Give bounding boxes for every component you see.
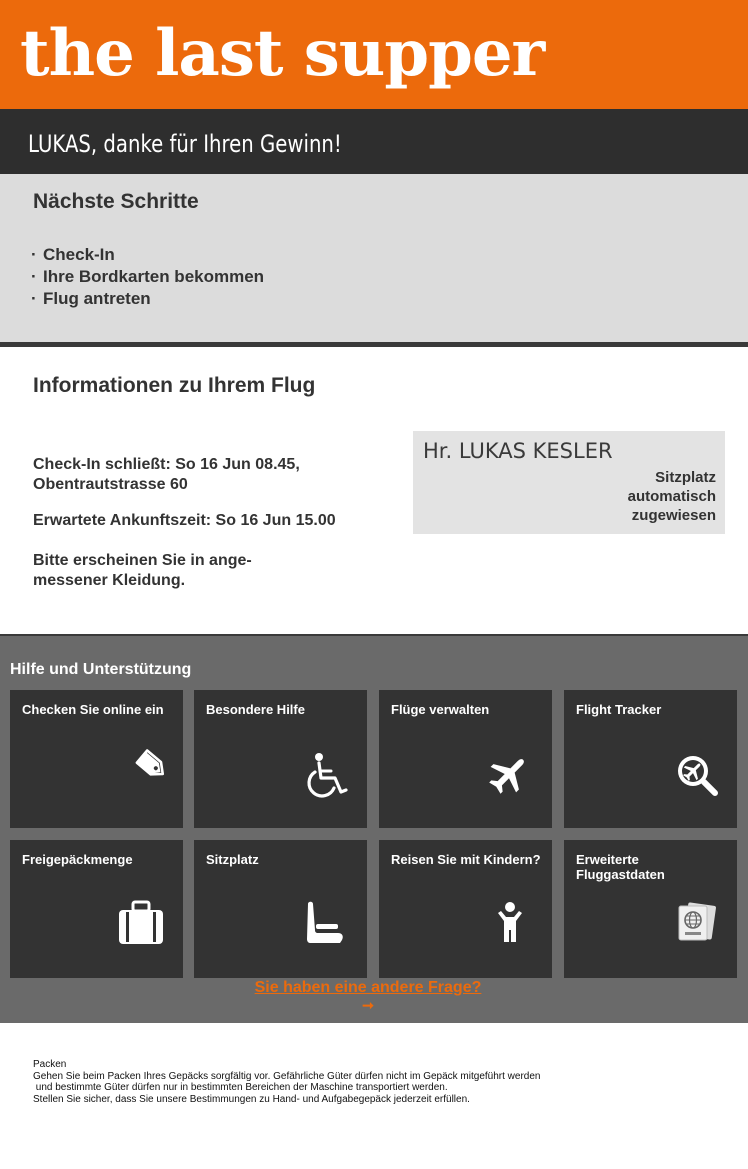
tile-label: Flight Tracker	[576, 702, 662, 717]
tile-advanced-passenger-info[interactable]	[564, 840, 737, 978]
passport-icon	[676, 902, 716, 942]
tile-flight-tracker[interactable]	[564, 690, 737, 828]
greeting-text: LUKAS, danke für Ihren Gewinn!	[28, 130, 342, 158]
greeting-bar	[0, 109, 748, 174]
step-label: Ihre Bordkarten bekommen	[43, 267, 265, 286]
wheelchair-icon	[304, 752, 350, 800]
arrow-right-icon[interactable]: ➞	[362, 997, 374, 1013]
passenger-name: Hr. LUKAS KESLER	[423, 439, 613, 463]
next-steps-list	[31, 244, 264, 310]
seat-assignment	[576, 468, 716, 525]
flight-info-section	[0, 347, 748, 634]
step-label: Check-In	[43, 245, 115, 264]
list-item: · Flug antreten	[31, 289, 151, 308]
packing-notice	[33, 1059, 693, 1105]
tile-seat[interactable]	[194, 840, 367, 978]
tile-traveling-with-children[interactable]	[379, 840, 552, 978]
tile-label: Reisen Sie mit Kindern?	[391, 852, 541, 867]
arrival-info: Erwartete Ankunftszeit: So 16 Jun 15.00	[33, 512, 336, 529]
tile-label: Checken Sie online ein	[22, 702, 164, 717]
help-section	[0, 634, 748, 1023]
tile-label: Besondere Hilfe	[206, 702, 305, 717]
next-steps-title: Nächste Schritte	[33, 190, 199, 213]
airplane-icon	[487, 752, 531, 796]
flight-info-title: Informationen zu Ihrem Flug	[33, 374, 316, 397]
seat-icon	[304, 900, 346, 946]
step-label: Flug antreten	[43, 289, 151, 308]
dress-code-line: Bitte erscheinen Sie in ange-	[33, 552, 252, 569]
dress-code-line: messener Kleidung.	[33, 572, 186, 589]
tile-label: Flüge verwalten	[391, 702, 490, 717]
tile-label: Erweiterte Fluggastdaten	[576, 852, 665, 882]
child-icon	[495, 902, 525, 944]
brand-banner	[0, 0, 748, 109]
packing-text-line: und bestimmte Güter dürfen nur in bestimmten Bereichen der Maschine transportiert werden.	[33, 1082, 448, 1093]
list-item: · Ihre Bordkarten bekommen	[31, 267, 265, 286]
packing-text-line: Gehen Sie beim Packen Ihres Gepäcks sorgfältig vor. Gefährliche Güter dürfen nicht im Gepäck mitgeführt werden	[33, 1070, 541, 1082]
tile-label: Freigepäckmenge	[22, 852, 133, 867]
checkin-info	[33, 455, 393, 495]
seat-line: automatisch	[627, 488, 716, 505]
next-steps-section	[0, 174, 748, 347]
checkin-address-text: Obentrautstrasse 60	[33, 476, 188, 493]
packing-text-line: Stellen Sie sicher, dass Sie unsere Bestimmungen zu Hand- und Aufgabegepäck jederzeit erfüllen.	[33, 1093, 470, 1105]
tile-manage-flights[interactable]	[379, 690, 552, 828]
seat-line: Sitzplatz	[655, 469, 716, 486]
help-title: Hilfe und Unterstützung	[10, 661, 192, 678]
passenger-card	[413, 431, 725, 534]
dress-code-info	[33, 551, 303, 591]
brand-title: the last supper	[20, 16, 545, 91]
checkin-closes-text: Check-In schließt: So 16 Jun 08.45,	[33, 456, 300, 473]
seat-line: zugewiesen	[631, 507, 716, 524]
suitcase-icon	[116, 900, 166, 946]
tag-icon	[133, 748, 171, 782]
list-item: · Check-In	[31, 245, 115, 264]
tile-baggage-allowance[interactable]	[10, 840, 183, 978]
other-question-link[interactable]: Sie haben eine andere Frage?	[254, 979, 482, 996]
tile-special-assistance[interactable]	[194, 690, 367, 828]
tile-label: Sitzplatz	[206, 852, 259, 867]
magnifier-airplane-icon	[674, 752, 720, 798]
tile-online-checkin[interactable]	[10, 690, 183, 828]
packing-heading: Packen	[33, 1059, 67, 1070]
